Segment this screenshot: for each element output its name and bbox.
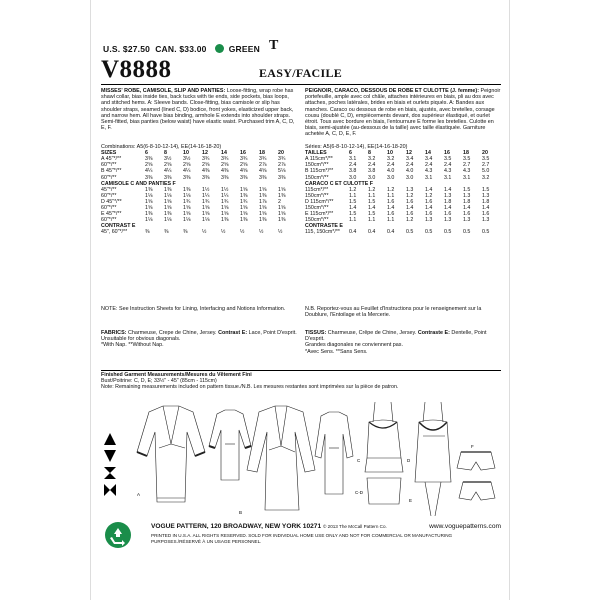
fabric-width-label: D 115cm*/** (305, 198, 334, 205)
yardage-cell: 1⅜ (240, 217, 248, 224)
yardage-cell: 1.6 (463, 211, 471, 218)
fabric-width-label: 115cm*/** (305, 186, 329, 193)
yardage-cell: 0.5 (444, 229, 452, 236)
color-label: GREEN (228, 44, 260, 54)
section-label: CONTRASTE E (305, 223, 343, 230)
yardage-cell: 4⅜ (202, 168, 210, 175)
yardage-cell: 1⅝ (145, 198, 153, 205)
pattern-envelope-back (90, 0, 510, 600)
description-fr (305, 88, 501, 138)
yardage-cell: 1⅜ (145, 186, 153, 193)
yardage-cell: ½ (202, 229, 207, 236)
yardage-cell: 1⅝ (278, 211, 286, 218)
yardage-cell: 0.5 (425, 229, 433, 236)
yardage-cell: 2 (278, 198, 281, 205)
yardage-cell: 1⅝ (202, 205, 210, 212)
yardage-cell: 1.2 (406, 192, 414, 199)
recycle-icon (105, 522, 131, 548)
fabric-width-label: A 45"*/** (101, 156, 122, 163)
header-divider (101, 84, 501, 85)
yardage-cell: 1.5 (368, 198, 376, 205)
yardage-cell: 1.4 (406, 205, 414, 212)
yardage-cell: 2⅝ (183, 162, 191, 169)
yardage-table-fr (305, 150, 501, 235)
view-label-b: B (239, 510, 243, 515)
note-fr (305, 306, 501, 318)
fabrics-en (101, 330, 297, 349)
fabric-width-label: 60"*/** (101, 192, 117, 199)
fabrics-fr (305, 330, 501, 355)
yardage-cell: 1.1 (387, 217, 395, 224)
yardage-cell: 1.4 (387, 205, 395, 212)
yardage-cell: 1⅝ (202, 211, 210, 218)
yardage-cell: 1⅝ (221, 205, 229, 212)
yardage-cell: 3.2 (387, 156, 395, 163)
yardage-cell: 3¾ (221, 156, 229, 163)
yardage-cell: 1⅛ (145, 217, 153, 224)
size-header-cell: 18 (463, 150, 469, 157)
yardage-cell: 1.8 (444, 198, 452, 205)
yardage-cell: 1.6 (406, 198, 414, 205)
yardage-cell: 1.4 (463, 205, 471, 212)
yardage-cell: 1½ (221, 186, 229, 193)
yardage-cell: 1.4 (444, 186, 452, 193)
yardage-cell: 1⅝ (221, 211, 229, 218)
yardage-cell: 1⅝ (240, 205, 248, 212)
yardage-cell: 1⅛ (164, 192, 172, 199)
yardage-cell: 1.4 (425, 205, 433, 212)
yardage-cell: 1¾ (202, 198, 210, 205)
hourglass-icon (103, 466, 117, 480)
yardage-cell: 1⅝ (145, 205, 153, 212)
yardage-cell: 0.5 (406, 229, 414, 236)
yardage-cell: 1.2 (368, 186, 376, 193)
fabrics-fr-title: TISSUS: (305, 330, 327, 336)
fabric-width-label: A 115cm*/** (305, 156, 333, 163)
size-header-cell: 12 (202, 150, 208, 157)
yardage-cell: 3⅜ (145, 156, 153, 163)
yardage-cell: 1.5 (349, 198, 357, 205)
yardage-cell: 4⅜ (221, 168, 229, 175)
yardage-cell: 1.6 (387, 198, 395, 205)
yardage-cell: 2.4 (349, 162, 357, 169)
view-label-cd: C-D (355, 490, 363, 495)
view-label-e: E (409, 498, 413, 503)
yardage-cell: 5⅛ (278, 168, 286, 175)
slip-back-drawing (415, 402, 451, 516)
yardage-cell: 1.8 (463, 198, 471, 205)
pattern-symbols (103, 432, 117, 500)
yardage-cell: 1⅝ (278, 186, 286, 193)
yardage-en (101, 144, 297, 236)
yardage-cell: 0.4 (349, 229, 357, 236)
yardage-cell: 1⅝ (278, 205, 286, 212)
section-label: CONTRAST E (101, 223, 136, 230)
description-en-text: Loose-fitting, wrap robe has shawl collar, bias inside ties, back tucks with tie ends, side pockets, bias loops, and stitched hems. A: Sleeve bands. Close-fitting, bias camisole or slip has shoulder straps, seamed (lined C, D) bodice, front yokes, elasticized upper back, and narrow hem. All have bias binding, armhole E extends into shoulder straps. Semi-fitted, bias panties (below waist) have elastic waist. Purchased trim A, C, D, E, F. (101, 88, 295, 132)
yardage-cell: 1⅝ (240, 211, 248, 218)
yardage-cell: 3.4 (406, 156, 414, 163)
view-label-d: D (407, 458, 411, 463)
green-dot-icon (215, 44, 224, 53)
description-en-title: MISSES' ROBE, CAMISOLE, SLIP AND PANTIES: (101, 88, 226, 94)
yardage-cell: 3½ (164, 156, 172, 163)
recycle-arrows-icon (105, 522, 131, 548)
size-header-cell: 8 (164, 150, 167, 157)
yardage-cell: 1.3 (463, 192, 471, 199)
yardage-cell: 1.1 (349, 217, 357, 224)
description-fr-text: Peignoir portefeuille, ample avec col châle, attaches intérieures en biais, pli au dos avec attaches, poches latérales, brides en biais et ourlets piqués. A: Bandes aux manches. Caraco ou dessous de robe en biais, ajustés, avec bretelles, corsage cousu (doublé C, D), empiècements devant, dos supérieur élastiqué, et ourlet étroit. Tous avec bordure en biais, l'entournure E forme les bretelles. Culotte en biais, semi-ajustée (au-dessous de la taille) avec taille élastiquée. Garniture achetée A, C, D, E, F. (305, 88, 501, 138)
size-header-cell: 6 (145, 150, 148, 157)
finished-measurements (101, 370, 501, 391)
yardage-cell: ⅜ (145, 229, 150, 236)
fabric-width-label: 150cm*/** (305, 162, 329, 169)
size-header-cell: 10 (183, 150, 189, 157)
fabrics-fr-text: Charmeuse, Crêpe de Chine, Jersey. (327, 330, 417, 336)
yardage-cell: 1.1 (368, 192, 376, 199)
yardage-cell: 2⅝ (145, 162, 153, 169)
yardage-cell: 3⅜ (278, 174, 286, 181)
yardage-cell: 1⅜ (278, 192, 286, 199)
yardage-cell: 1.4 (368, 205, 376, 212)
yardage-cell: 1⅜ (221, 217, 229, 224)
fabric-width-label: B 45"*/** (101, 168, 122, 175)
copyright: © 2013 The McCall Pattern Co. (322, 524, 387, 529)
yardage-cell: 4⅝ (240, 168, 248, 175)
yardage-cell: 1.4 (349, 205, 357, 212)
yardage-cell: 3⅜ (259, 174, 267, 181)
size-header-cell: 20 (278, 150, 284, 157)
note-fr-text: N.B. Reportez-vous au Feuillet d'Instructions pour le renseignement sur la Doublure, l'Entoilage et la Mercerie. (305, 306, 482, 319)
yardage-cell: 3¾ (278, 156, 286, 163)
yardage-table-en (101, 150, 297, 235)
robe-a-front-drawing (137, 406, 205, 502)
yardage-cell: ½ (259, 229, 264, 236)
yardage-cell: ⅜ (183, 229, 188, 236)
yardage-cell: 3.8 (349, 168, 357, 175)
yardage-cell: 3⅜ (240, 174, 248, 181)
yardage-cell: 1⅝ (240, 186, 248, 193)
yardage-cell: 4.3 (425, 168, 433, 175)
yardage-cell: 1.1 (349, 192, 357, 199)
garment-line-drawings (129, 398, 501, 518)
yardage-cell: 1⅝ (259, 211, 267, 218)
yardage-cell: 1.6 (387, 211, 395, 218)
yardage-cell: 1⅜ (259, 217, 267, 224)
fabric-width-label: 60"*/** (101, 162, 117, 169)
legal-notice: PRINTED IN U.S.A. ALL RIGHTS RESERVED. SOLD FOR INDIVIDUAL HOME USE ONLY AND NOT FOR COMMERCIAL OR MANUFACTURING PURPOSES./RÉSERVÉ À UN USAGE PERSONNEL. (151, 533, 453, 544)
size-header-cell: 18 (259, 150, 265, 157)
yardage-cell: 1⅝ (183, 205, 191, 212)
yardage-cell: 4⅝ (259, 168, 267, 175)
yardage-cell: 1.3 (444, 217, 452, 224)
yardage-cell: 3.4 (425, 156, 433, 163)
fabric-width-label: 150cm*/** (305, 174, 329, 181)
fabric-width-label: 115, 150cm*/** (305, 229, 340, 236)
triangle-up-icon (103, 432, 117, 446)
sizes-label: SIZES (101, 150, 117, 157)
yardage-cell: 4¼ (183, 168, 191, 175)
yardage-row (305, 229, 501, 235)
yardage-cell: 3.2 (482, 174, 490, 181)
yardage-cell: 3.5 (482, 156, 490, 163)
yardage-fr (305, 144, 501, 236)
yardage-cell: 3.2 (368, 156, 376, 163)
description-en (101, 88, 297, 131)
price-line (103, 44, 260, 54)
yardage-cell: ½ (240, 229, 245, 236)
yardage-cell: 0.4 (387, 229, 395, 236)
robe-a-back-drawing (209, 410, 251, 480)
yardage-cell: 1.2 (349, 186, 357, 193)
yardage-cell: ½ (278, 229, 283, 236)
fabrics-fr-nap: *Avec Sens. **Sans Sens. (305, 348, 368, 355)
fabrics-fr-contrast-text: Dentelle, Point D'esprit. (305, 330, 487, 343)
yardage-cell: 1⅜ (145, 211, 153, 218)
yardage-cell: 2⅝ (221, 162, 229, 169)
fabric-width-label: 45"*/** (101, 186, 117, 193)
view-label-f: F (471, 444, 474, 449)
yardage-cell: 1.2 (425, 192, 433, 199)
note-en (101, 306, 297, 312)
yardage-cell: 1⅛ (183, 217, 191, 224)
fabric-width-label: 60"*/** (101, 217, 117, 224)
size-header-cell: 8 (368, 150, 371, 157)
category-letter: T (269, 38, 279, 53)
yardage-cell: 1¼ (221, 192, 229, 199)
yardage-cell: 1.6 (425, 211, 433, 218)
description-fr-title: PEIGNOIR, CARACO, DESSOUS DE ROBE ET CULOTTE (J. femme): (305, 88, 480, 94)
yardage-cell: 2.7 (463, 162, 471, 169)
yardage-cell: 1⅝ (183, 211, 191, 218)
fabrics-en-text: Charmeuse, Crepe de Chine, Jersey. (127, 330, 217, 336)
fabric-width-label: E 45"*/** (101, 211, 122, 218)
yardage-cell: 4.3 (463, 168, 471, 175)
combinations-fr: Séries: A5(6-8-10-12-14), EE(14-16-18-20) (305, 144, 408, 150)
yardage-cell: 3⅜ (202, 174, 210, 181)
size-header-cell: 14 (425, 150, 431, 157)
yardage-cell: 3¾ (240, 156, 248, 163)
fabric-width-label: E 115cm*/** (305, 211, 334, 218)
size-header-cell: 10 (387, 150, 393, 157)
yardage-cell: 1⅝ (259, 205, 267, 212)
yardage-row (101, 229, 297, 235)
robe-b-front-drawing (247, 406, 315, 510)
yardage-cell: 1⅝ (164, 198, 172, 205)
yardage-cell: 1⅝ (164, 205, 172, 212)
yardage-cell: 3.0 (406, 174, 414, 181)
section-label: CARACO C ET CULOTTE F (305, 180, 373, 187)
yardage-cell: 1.3 (425, 217, 433, 224)
yardage-cell: ½ (221, 229, 226, 236)
yardage-cell: 1¾ (221, 198, 229, 205)
finished-bust: Bust/Poitrine: C, D, E; 33½" - 45" (85cm - 115cm) (101, 378, 217, 385)
yardage-cell: 2.4 (368, 162, 376, 169)
triangle-down-icon (103, 449, 117, 463)
yardage-cell: 1⅜ (278, 217, 286, 224)
finished-title: Finished Garment Measurements/Mesures du Vêtement Fini (101, 372, 252, 378)
yardage-cell: 1.8 (482, 198, 490, 205)
publisher-line (151, 523, 501, 530)
yardage-cell: 1⅝ (259, 186, 267, 193)
yardage-cell: 3.5 (463, 156, 471, 163)
yardage-cell: 3¾ (202, 156, 210, 163)
yardage-cell: 3.0 (368, 174, 376, 181)
yardage-cell: 0.4 (368, 229, 376, 236)
yardage-cell: 3.1 (349, 156, 357, 163)
yardage-cell: 5.0 (482, 168, 490, 175)
size-header-cell: 12 (406, 150, 412, 157)
yardage-cell: 1.3 (444, 192, 452, 199)
yardage-cell: 1⅛ (164, 217, 172, 224)
fabrics-fr-diagonals: Grandes diagonales ne conviennent pas. (305, 342, 404, 349)
size-header-cell: 6 (349, 150, 352, 157)
yardage-cell: 1⅜ (240, 192, 248, 199)
yardage-cell: 3.0 (387, 174, 395, 181)
yardage-cell: 2⅝ (202, 162, 210, 169)
yardage-cell: 1.6 (444, 211, 452, 218)
yardage-cell: 3⅜ (183, 174, 191, 181)
yardage-cell: 2.4 (387, 162, 395, 169)
fabrics-en-title: FABRICS: (101, 330, 127, 336)
fabric-width-label: 150cm*/** (305, 205, 329, 212)
section-label: CAMISOLE C AND PANTIES F (101, 180, 176, 187)
yardage-cell: 3½ (183, 156, 191, 163)
yardage-cell: 1⅞ (259, 198, 267, 205)
fabric-width-label: 45", 60"*/** (101, 229, 128, 236)
yardage-cell: 2⅞ (259, 162, 267, 169)
yardage-cell: 1⅜ (164, 186, 172, 193)
yardage-cell: 1.2 (387, 186, 395, 193)
yardage-cell: 1.5 (368, 211, 376, 218)
yardage-cell: 1.4 (444, 205, 452, 212)
fabric-width-label: 150cm*/** (305, 192, 329, 199)
fabrics-en-contrast-text: Lace, Point D'esprit. (248, 330, 297, 336)
yardage-cell: 1½ (202, 186, 210, 193)
yardage-cell: 1.4 (425, 186, 433, 193)
robe-b-back-drawing (315, 412, 353, 494)
yardage-cell: 2.7 (482, 162, 490, 169)
pattern-number: V8888 (101, 56, 172, 83)
combinations-en: Combinations: A5(6-8-10-12-14), EE(14-16-18-20) (101, 144, 222, 150)
camisole-slip-drawing (365, 402, 403, 504)
panties-drawing (457, 452, 495, 500)
yardage-cell: 1.5 (463, 186, 471, 193)
yardage-cell: 3.8 (368, 168, 376, 175)
yardage-cell: 1.3 (406, 186, 414, 193)
yardage-cell: 1.5 (482, 186, 490, 193)
yardage-cell: 1⅜ (183, 186, 191, 193)
finished-note: Note: Remaining measurements included on pattern tissue./N.B. Les mesures restantes sont imprimées sur la pièce de patron. (101, 384, 399, 391)
bowtie-icon (103, 483, 117, 497)
yardage-cell: 1.1 (387, 192, 395, 199)
yardage-cell: 4¼ (145, 168, 153, 175)
yardage-cell: 1.6 (425, 198, 433, 205)
yardage-cell: 3⅜ (221, 174, 229, 181)
note-en-text: NOTE: See Instruction Sheets for Lining, Interfacing and Notions Information. (101, 306, 286, 312)
publisher-address: VOGUE PATTERN, 120 BROADWAY, NEW YORK 10271 (151, 523, 322, 530)
yardage-cell: 3.1 (444, 174, 452, 181)
sizes-label: TAILLES (305, 150, 327, 157)
yardage-cell: 1⅜ (259, 192, 267, 199)
yardage-cell: 1⅛ (145, 192, 153, 199)
fabrics-en-nap: *With Nap. **Without Nap. (101, 342, 164, 349)
yardage-cell: 4.0 (387, 168, 395, 175)
price-us: U.S. $27.50 (103, 44, 151, 54)
size-header-cell: 14 (221, 150, 227, 157)
yardage-cell: 1.6 (406, 211, 414, 218)
yardage-cell: 1⅛ (183, 192, 191, 199)
yardage-cell: 0.5 (463, 229, 471, 236)
yardage-cell: 1.2 (406, 217, 414, 224)
yardage-cell: 1⅜ (164, 211, 172, 218)
size-header-cell: 20 (482, 150, 488, 157)
view-label-a: A (137, 492, 141, 497)
size-header-cell: 16 (240, 150, 246, 157)
yardage-cell: 3⅜ (164, 174, 172, 181)
yardage-cell: 1.1 (368, 217, 376, 224)
fabric-width-label: B 115cm*/** (305, 168, 334, 175)
yardage-cell: 3.0 (349, 174, 357, 181)
fabric-width-label: 60"*/** (101, 174, 117, 181)
fabrics-en-diagonals: Unsuitable for obvious diagonals. (101, 336, 181, 343)
fabrics-en-contrast-title: Contrast E: (218, 330, 248, 336)
yardage-cell: 1¾ (183, 198, 191, 205)
view-label-c: C (357, 458, 361, 463)
yardage-cell: 1¼ (202, 192, 210, 199)
yardage-cell: 1.3 (463, 217, 471, 224)
fabric-width-label: D 45"*/** (101, 198, 122, 205)
yardage-cell: 2⅞ (278, 162, 286, 169)
yardage-cell: 1¾ (240, 198, 248, 205)
yardage-cell: 3.5 (444, 156, 452, 163)
yardage-cell: 3.1 (425, 174, 433, 181)
yardage-cell: 4.0 (406, 168, 414, 175)
yardage-cell: 0.5 (482, 229, 490, 236)
yardage-cell: 4.3 (444, 168, 452, 175)
fabric-width-label: 150cm*/** (305, 217, 329, 224)
yardage-cell: 2.4 (444, 162, 452, 169)
yardage-cell: 1.3 (482, 192, 490, 199)
yardage-cell: 1.3 (482, 217, 490, 224)
yardage-cell: 1⅛ (202, 217, 210, 224)
size-header-cell: 16 (444, 150, 450, 157)
yardage-cell: 4¼ (164, 168, 172, 175)
yardage-cell: 2.4 (425, 162, 433, 169)
yardage-cell: 3¾ (259, 156, 267, 163)
yardage-cell: 2⅝ (164, 162, 172, 169)
website-link[interactable]: www.voguepatterns.com (429, 523, 501, 530)
yardage-cell: 1.6 (482, 211, 490, 218)
yardage-cell: 3.1 (463, 174, 471, 181)
fabrics-fr-contrast-title: Contraste E: (417, 330, 450, 336)
yardage-cell: 1.5 (349, 211, 357, 218)
yardage-cell: ⅜ (164, 229, 169, 236)
fabric-width-label: 60"*/** (101, 205, 117, 212)
yardage-cell: 2.4 (406, 162, 414, 169)
yardage-cell: 2⅝ (240, 162, 248, 169)
yardage-cell: 3⅜ (145, 174, 153, 181)
yardage-cell: 1.4 (482, 205, 490, 212)
difficulty-level: EASY/FACILE (259, 66, 343, 80)
price-can: CAN. $33.00 (155, 44, 207, 54)
